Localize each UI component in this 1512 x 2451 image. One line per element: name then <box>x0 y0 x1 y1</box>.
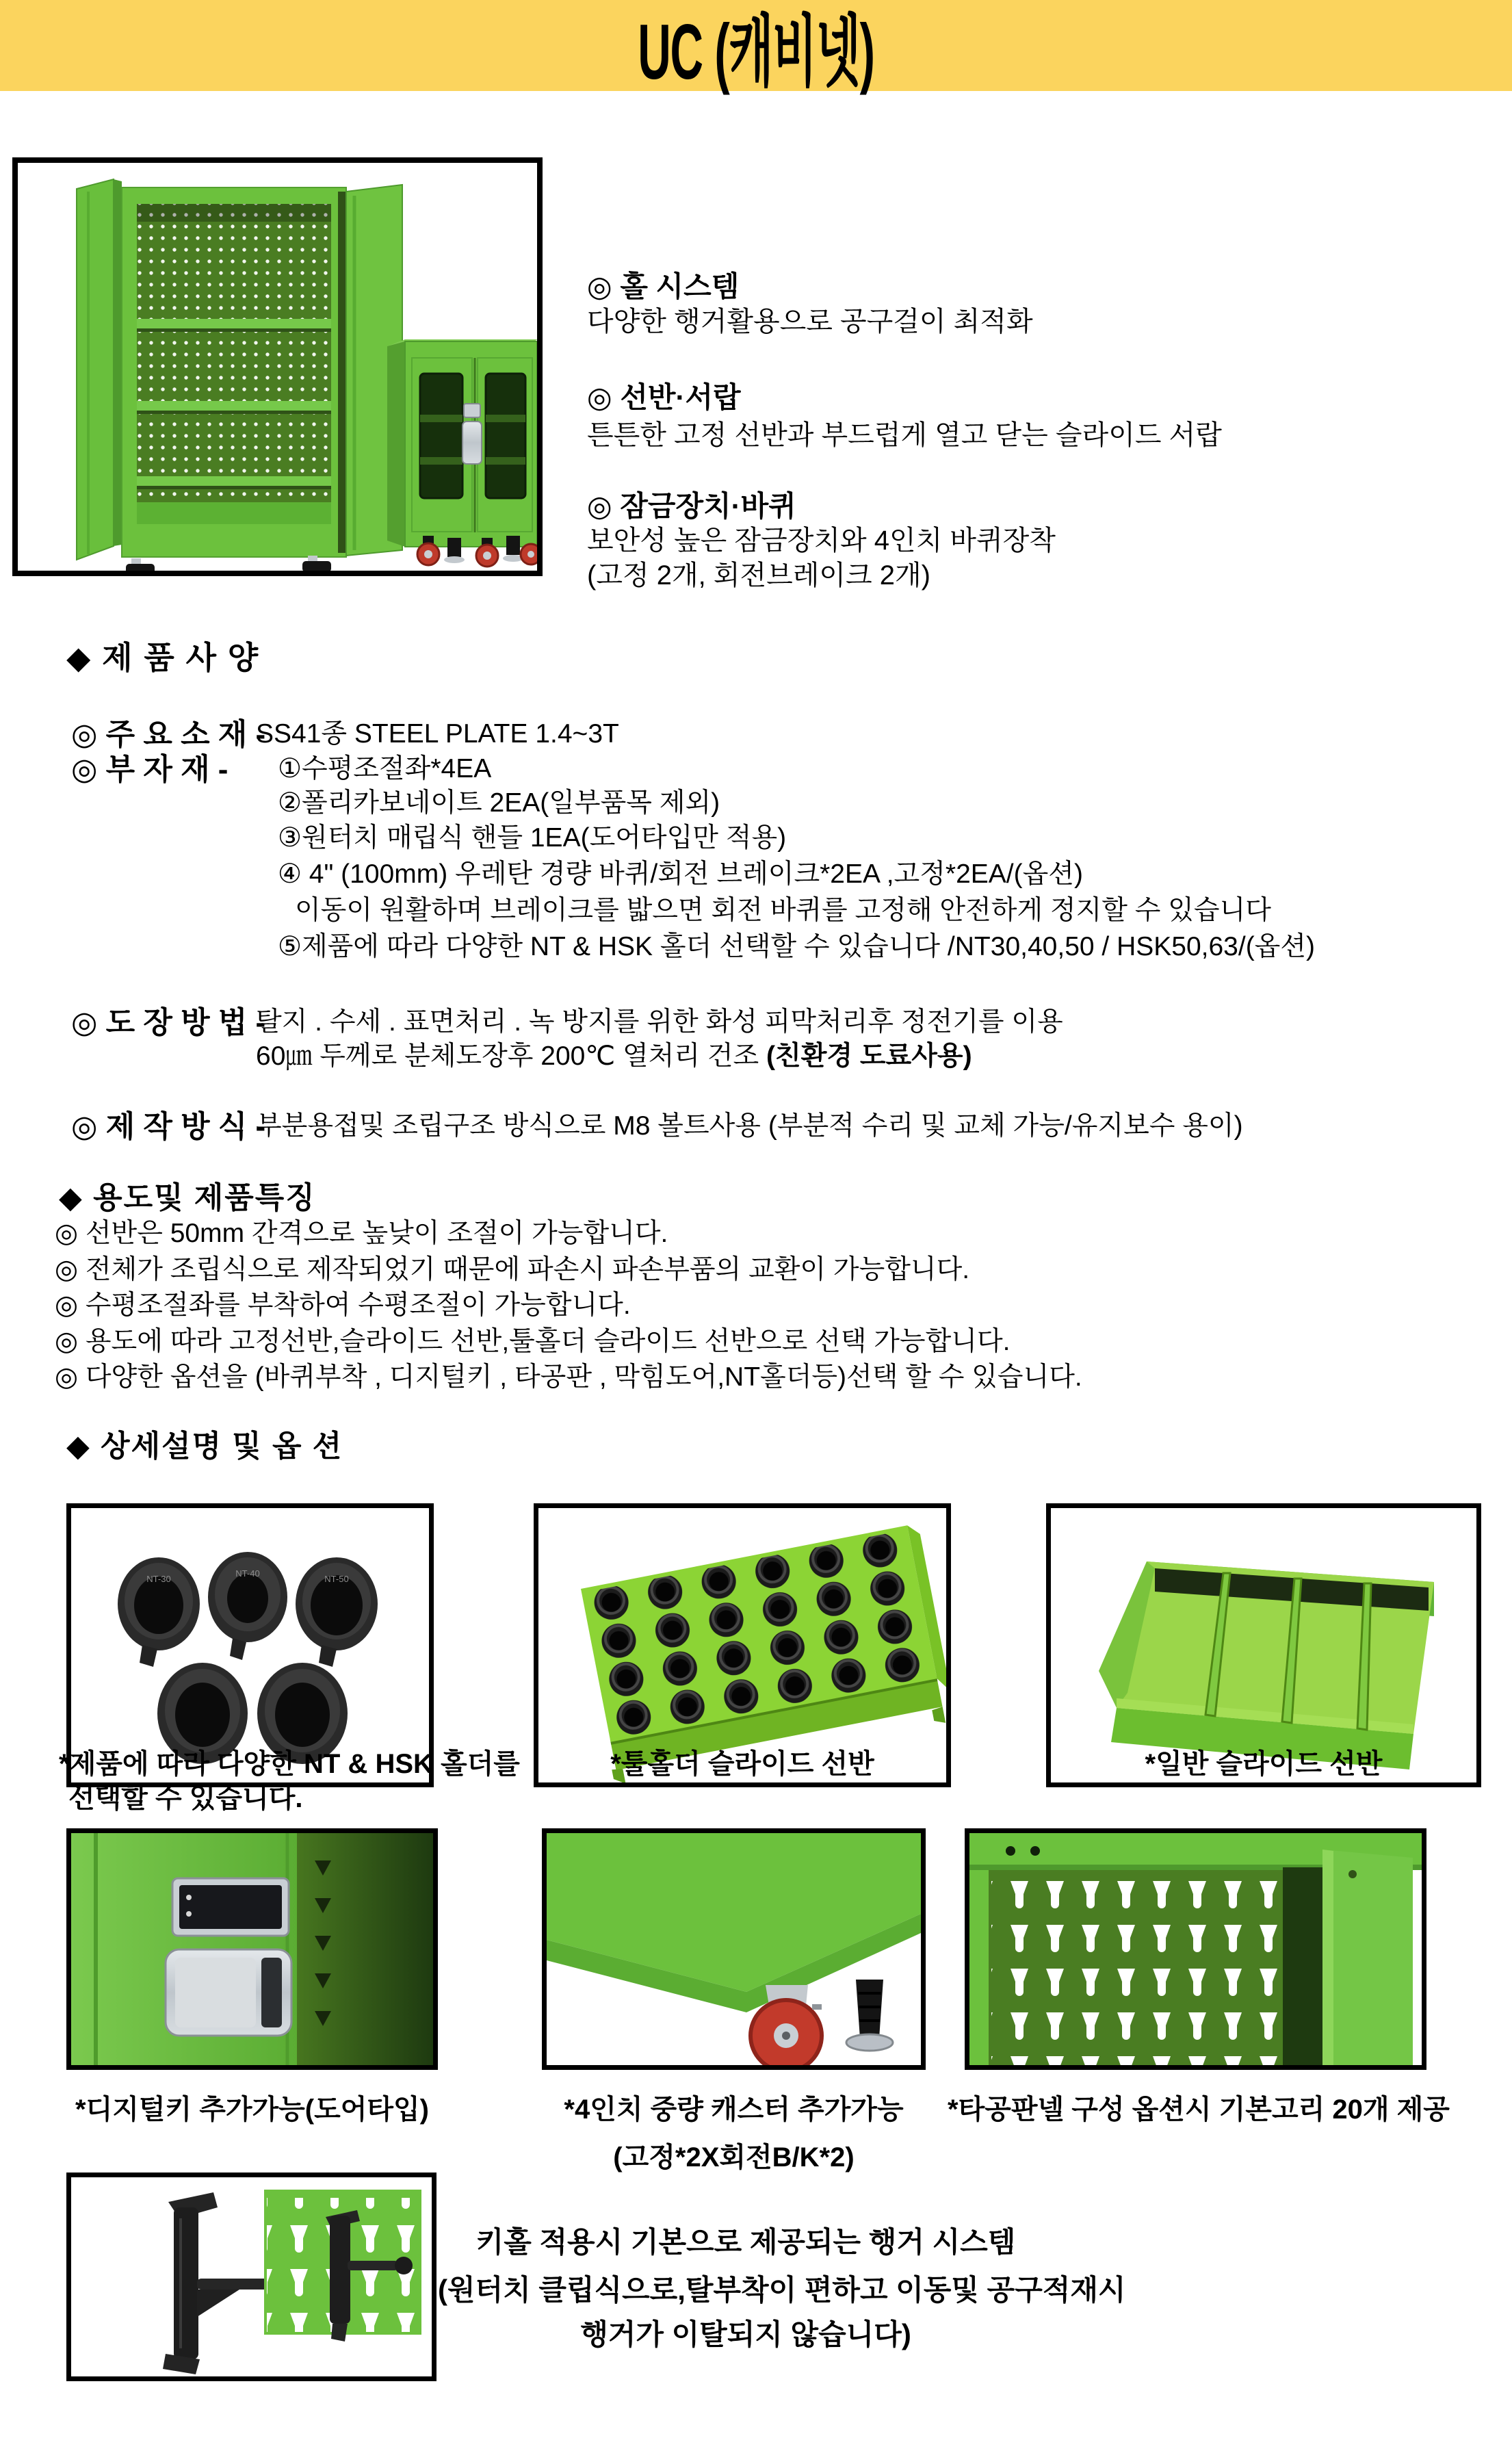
spec-heading: ◆ 제 품 사 양 <box>66 640 260 675</box>
spec-paint-line1: 탈지 . 수세 . 표면처리 . 녹 방지를 위한 화성 피막처리후 정전기를 이용 <box>256 1007 1063 1037</box>
toolholder-shelf-illustration <box>538 1508 946 1782</box>
spec-paint-line2-text: 60㎛ 두께로 분체도장후 200℃ 열처리 건조 <box>256 1041 767 1071</box>
spec-material-label: ◎ 주 요 소 재 - <box>71 718 266 751</box>
hanger-text-line1: 키홀 적용시 기본으로 제공되는 행거 시스템 <box>475 2226 1016 2258</box>
caption-perforated-panel: *타공판넬 구성 옵션시 기본고리 20개 제공 <box>948 2095 1450 2125</box>
caption-caster-line1: *4인치 중량 캐스터 추가가능 <box>564 2095 904 2125</box>
caption-toolholder-shelf: *툴홀더 슬라이드 선반 <box>610 1749 874 1779</box>
spec-parts-4-note: 이동이 원활하며 브레이크를 밟으면 회전 바퀴를 고정해 안전하게 정지할 수 있습니다 <box>295 896 1271 925</box>
spec-parts-5: ⑤제품에 따라 다양한 NT & HSK 홀더 선택할 수 있습니다 /NT30,40,50 / HSK50,63/(옵션) <box>278 932 1316 961</box>
cabinet-illustration <box>18 163 537 571</box>
spec-paint-line2 <box>256 1035 972 1073</box>
holders-illustration <box>71 1508 429 1782</box>
feature-title-shelf-drawer: ◎ 선반·서랍 <box>587 381 741 413</box>
hero-product-image <box>12 157 543 576</box>
spec-parts-3: ③원터치 매립식 핸들 1EA(도어타입만 적용) <box>278 823 787 853</box>
holder-cup-1 <box>118 1557 200 1667</box>
spec-method-label: ◎ 제 작 방 식 - <box>71 1110 266 1143</box>
hanger-illustration <box>71 2177 432 2376</box>
spec-method-value: 부분용접및 조립구조 방식으로 M8 볼트사용 (부분적 수리 및 교체 가능/유지보수 용이) <box>256 1111 1243 1141</box>
feature-text-lock-wheel: 보안성 높은 잠금장치와 4인치 바퀴장착 <box>587 526 1056 556</box>
feature-text-hole-system: 다양한 행거활용으로 공구걸이 최적화 <box>587 307 1033 337</box>
digital-key-image <box>66 1828 438 2070</box>
digital-key-illustration <box>71 1833 433 2065</box>
holder-cup-3 <box>296 1557 378 1667</box>
caption-holders-line1: *제품에 따라 다양한 NT & HSK 홀더를 <box>59 1749 520 1779</box>
tall-cabinet-feet <box>126 556 331 571</box>
holder-label-nt40: NT-40 <box>235 1568 260 1579</box>
hanger-text-line2: (원터치 클립식으로,탈부착이 편하고 이동및 공구적재시 <box>438 2274 1126 2306</box>
caster-illustration <box>547 1833 921 2065</box>
usage-bullet-5: ◎ 다양한 옵션을 (바퀴부착 , 디지털키 , 타공판 , 막힘도어,NT홀더등)선택 할 수 있습니다. <box>55 1362 1082 1392</box>
holder-cup-2 <box>208 1552 287 1660</box>
usage-bullet-3: ◎ 수평조절좌를 부착하여 수평조절이 가능합니다. <box>55 1291 631 1320</box>
page-header <box>0 0 1512 96</box>
usage-bullet-2: ◎ 전체가 조립식으로 제작되었기 때문에 파손시 파손부품의 교환이 가능합니다. <box>55 1255 970 1284</box>
spec-material-value: SS41종 STEEL PLATE 1.4~3T <box>256 719 619 749</box>
caption-caster-line2: (고정*2X회전B/K*2) <box>613 2142 855 2173</box>
feature-title-hole-system: ◎ 홀 시스템 <box>587 270 740 302</box>
feature-text-shelf-drawer: 튼튼한 고정 선반과 부드럽게 열고 닫는 슬라이드 서랍 <box>587 420 1222 450</box>
recessed-handle <box>166 1949 291 2036</box>
hanger-text-line3: 행거가 이탈되지 않습니다) <box>580 2318 911 2350</box>
cabinet-interior <box>297 1833 433 2065</box>
spec-paint-label: ◎ 도 장 방 법 - <box>71 1006 266 1039</box>
feature-text-lock-wheel-2: (고정 2개, 회전브레이크 2개) <box>587 560 930 591</box>
usage-bullet-1: ◎ 선반은 50mm 간격으로 높낮이 조절이 가능합니다. <box>55 1219 668 1248</box>
usage-heading: ◆ 용도및 제품특징 <box>59 1181 316 1215</box>
keypad <box>172 1878 289 1936</box>
digital-lock <box>462 404 482 464</box>
perforated-panel-image <box>965 1828 1426 2070</box>
short-cabinet <box>387 339 537 567</box>
slide-tray <box>1099 1561 1434 1769</box>
caption-general-shelf: *일반 슬라이드 선반 <box>1145 1749 1383 1779</box>
page-title: UC (캐비넷) <box>638 8 874 96</box>
spec-parts-label: ◎ 부 자 재 - <box>71 753 229 786</box>
holder-label-nt30: NT-30 <box>146 1574 171 1584</box>
holder-label-nt50: NT-50 <box>324 1574 349 1584</box>
tall-cabinet <box>77 179 402 571</box>
leveling-foot <box>846 1980 893 2051</box>
general-shelf-illustration <box>1051 1508 1476 1782</box>
open-door <box>1322 1850 1413 2065</box>
pegboard-with-hanger <box>264 2190 421 2342</box>
caster-image <box>542 1828 926 2070</box>
spec-parts-1: ①수평조절좌*4EA <box>278 754 492 783</box>
spec-paint-line2-bold: (친환경 도료사용) <box>766 1041 972 1071</box>
interior-gap <box>1283 1867 1322 2065</box>
caption-holders-line2: 선택할 수 있습니다. <box>68 1783 303 1813</box>
feature-title-lock-wheel: ◎ 잠금장치·바퀴 <box>587 490 796 522</box>
details-heading: ◆ 상세설명 및 옵 션 <box>66 1429 343 1463</box>
spec-parts-2: ②폴리카보네이트 2EA(일부품목 제외) <box>278 788 720 818</box>
usage-bullet-4: ◎ 용도에 따라 고정선반,슬라이드 선반,툴홀더 슬라이드 선반으로 선택 가능합니다. <box>55 1327 1011 1356</box>
caption-digital-key: *디지털키 추가가능(도어타입) <box>75 2095 429 2125</box>
spec-parts-4: ④ 4" (100mm) 우레탄 경량 바퀴/회전 브레이크*2EA ,고정*2EA/(옵션) <box>278 859 1083 889</box>
perforated-panel-illustration <box>969 1833 1422 2065</box>
hanger-system-image <box>66 2173 436 2381</box>
